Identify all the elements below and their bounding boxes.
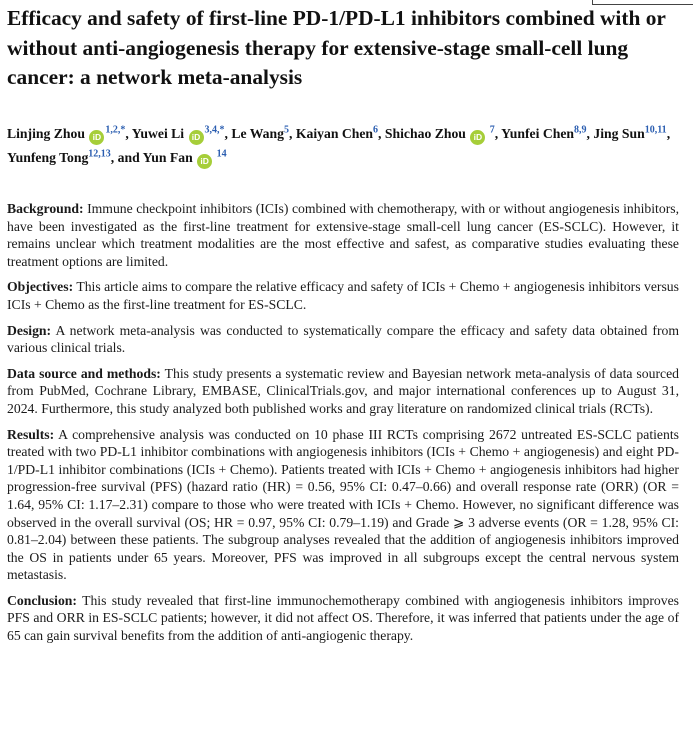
section-heading: Design: xyxy=(7,322,52,338)
section-heading: Results: xyxy=(7,426,55,442)
orcid-icon[interactable]: iD xyxy=(89,130,104,145)
section-text: Immune checkpoint inhibitors (ICIs) combined with chemotherapy, with or without angiogenesis inhibitors, have been investigated as the first-line treatment for extensive-stage small-cell lung cancer (ES-SCLC). However, it remains unclear which treatment modalities are the most effective and safest, as comparative studies evaluating these treatment options are limited. xyxy=(7,201,679,269)
author-name: Yun Fan xyxy=(142,150,193,165)
section-heading: Data source and methods: xyxy=(7,365,161,381)
section-results xyxy=(7,426,679,584)
section-text: A comprehensive analysis was conducted on 10 phase III RCTs comprising 2672 untreated ES-SCLC patients treated with two PD-L1 inhibitor combinations with angiogenesis inhibitors (ICIs + Chemo + angiogenesis) and eight PD-1/PD-L1 inhibitor combinations (ICIs + Chemo). Patients treated with ICIs + Chemo + angiogenesis inhibitors had higher progression-free survival (PFS) (hazard ratio (HR) = 0.56, 95% CI: 0.47–0.66) and overall response rate (ORR) (OR = 1.64, 95% CI: 1.17–2.31) compare to those who were treated with ICIs + Chemo. However, no significant difference was observed in the overall survival (OS; HR = 0.97, 95% CI: 0.79–1.19) and Grade ⩾ 3 adverse events (OR = 1.28, 95% CI: 0.81–2.04) between these patients. The subgroup analyses revealed that the addition of angiogenesis inhibitors improved the OS in patients under 65 years. Moreover, PFS was improved in all subgroups except the central nervous system metastasis. xyxy=(7,426,679,583)
section-background xyxy=(7,200,679,270)
author-name: Jing Sun xyxy=(593,126,645,141)
author-affiliation: 5 xyxy=(284,124,289,136)
abstract xyxy=(7,200,679,653)
author-affiliation: 14 xyxy=(216,148,227,160)
section-heading: Objectives: xyxy=(7,279,74,295)
orcid-icon[interactable]: iD xyxy=(189,130,204,145)
author-name: Linjing Zhou xyxy=(7,126,85,141)
article-title: Efficacy and safety of first-line PD-1/PD-L1 inhibitors combined with or without anti-angiogenesis therapy for extensive-stage small-cell lung cancer: a network meta-analysis xyxy=(7,6,666,90)
author-name: Yuwei Li xyxy=(131,126,185,141)
and-conjunction: and xyxy=(117,150,140,165)
author-affiliation: 8,9 xyxy=(574,124,587,136)
section-data-source xyxy=(7,365,679,418)
author-affiliation: 3,4,* xyxy=(204,124,225,136)
section-text: A network meta-analysis was conducted to systematically compare the efficacy and safety data obtained from various clinical trials. xyxy=(7,322,680,356)
section-text: This article aims to compare the relative efficacy and safety of ICIs + Chemo + angiogenesis inhibitors versus ICIs + Chemo as the first-line treatment for ES-SCLC. xyxy=(7,279,679,312)
author-affiliation: 12,13 xyxy=(88,148,111,160)
author-name: Yunfeng Tong xyxy=(7,150,89,165)
section-design xyxy=(7,322,679,357)
author-affiliation: 6 xyxy=(373,124,379,136)
author-name: Yunfei Chen xyxy=(501,126,575,141)
section-text: This study presents a systematic review and Bayesian network meta-analysis of data sourced from PubMed, Cochrane Library, EMBASE, ClinicalTrials.gov, and major international conferences up to August 31, 2024. Furthermore, this study analyzed both published works and gray literature on randomized clinical trials (RCTs). xyxy=(7,365,680,416)
section-heading: Background: xyxy=(7,201,84,216)
section-heading: Conclusion: xyxy=(7,592,77,608)
author-name: Le Wang xyxy=(231,126,284,141)
section-text: This study revealed that first-line immunochemotherapy combined with angiogenesis inhibitors improves PFS and ORR in ES-SCLC patients; however, it did not affect OS. Therefore, it was inferred that patients under the age of 65 can gain survival benefits from the addition of anti-angiogenic therapy. xyxy=(7,592,679,644)
author-affiliation: 10,11 xyxy=(644,124,667,136)
author-affiliation: 7 xyxy=(489,124,495,136)
author-affiliation: 1,2,* xyxy=(105,124,126,136)
section-objectives xyxy=(7,278,679,313)
orcid-icon[interactable]: iD xyxy=(197,154,212,169)
author-name: Kaiyan Chen xyxy=(295,126,374,141)
author-name: Shichao Zhou xyxy=(384,126,466,141)
author-list: Linjing Zhou $iD^{1,2,*}$, Yuwei Li $iD^{3,4,*}$, Le Wang$^5$, Kaiyan Chen$^6$, Shichao Zhou iD $^7$, Yunfei Chen$^{8,9}$, Jing Sun$^{10,11}$, Yunfeng Tong$^{12,13}$, and Yun Fan iD $^{14}$ xyxy=(7,122,679,170)
orcid-icon[interactable]: iD xyxy=(470,130,485,145)
section-conclusion xyxy=(7,592,679,645)
